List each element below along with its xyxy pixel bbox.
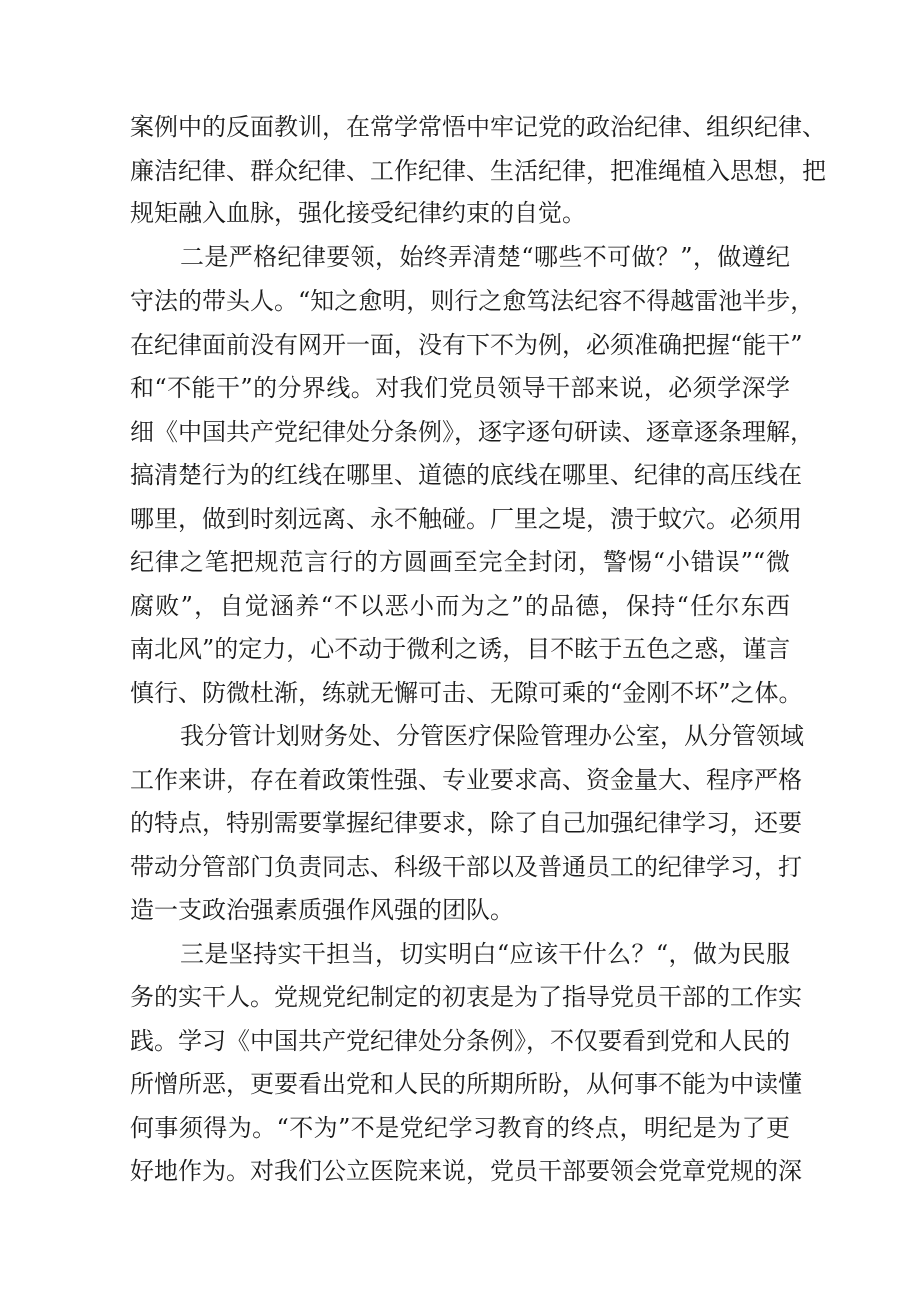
text-line: 造一支政治强素质强作风强的团队。 [130, 896, 514, 924]
text-line: 二是严格纪律要领，始终弄清楚“哪些不可做？”，做遵纪 [180, 243, 790, 271]
text-line: 三是坚持实干担当，切实明白“应该干什么？“，做为民服 [180, 940, 790, 968]
text-line: 所憎所恶，更要看出党和人民的所期所盼，从何事不能为中读懂 [130, 1070, 802, 1098]
text-line: 务的实干人。党规党纪制定的初衷是为了指导党员干部的工作实 [130, 983, 802, 1011]
text-line: 廉洁纪律、群众纪律、工作纪律、生活纪律，把准绳植入思想，把 [130, 157, 826, 185]
text-line: 纪律之笔把规范言行的方圆画至完全封闭，警惕“小错误”“微 [130, 548, 790, 576]
text-line: 守法的带头人。“知之愈明，则行之愈笃法纪容不得越雷池半步， [130, 287, 815, 315]
text-line: 何事须得为。“不为”不是党纪学习教育的终点，明纪是为了更 [130, 1114, 790, 1142]
text-line: 我分管计划财务处、分管医疗保险管理办公室，从分管领域 [180, 722, 804, 750]
text-line: 的特点，特别需要掌握纪律要求，除了自己加强纪律学习，还要 [130, 809, 802, 837]
text-line: 规矩融入血脉，强化接受纪律约束的自觉。 [130, 199, 586, 227]
text-line: 搞清楚行为的红线在哪里、道德的底线在哪里、纪律的高压线在 [130, 461, 802, 489]
text-line: 好地作为。对我们公立医院来说，党员干部要领会党章党规的深 [130, 1157, 802, 1185]
text-line: 细《中国共产党纪律处分条例》，逐字逐句研读、逐章逐条理解， [130, 418, 814, 446]
text-line: 和“不能干”的分界线。对我们党员领导干部来说，必须学深学 [130, 374, 790, 402]
text-line: 慎行、防微杜渐，练就无懈可击、无隙可乘的“金刚不坏”之体。 [130, 679, 803, 707]
text-line: 腐败”，自觉涵养“不以恶小而为之”的品德，保持“任尔东西 [130, 592, 790, 620]
text-line: 带动分管部门负责同志、科级干部以及普通员工的纪律学习，打 [130, 853, 802, 881]
text-line: 践。学习《中国共产党纪律处分条例》，不仅要看到党和人民的 [130, 1027, 790, 1055]
text-line: 案例中的反面教训，在常学常悟中牢记党的政治纪律、组织纪律、 [130, 113, 826, 141]
text-line: 工作来讲，存在着政策性强、专业要求高、资金量大、程序严格 [130, 766, 802, 794]
text-line: 南北风”的定力，心不动于微利之诱，目不眩于五色之惑，谨言 [130, 635, 791, 663]
text-line: 在纪律面前没有网开一面，没有下不为例，必须准确把握“能干” [130, 331, 803, 359]
text-line: 哪里，做到时刻远离、永不触碰。厂里之堤，溃于蚊穴。必须用 [130, 505, 802, 533]
